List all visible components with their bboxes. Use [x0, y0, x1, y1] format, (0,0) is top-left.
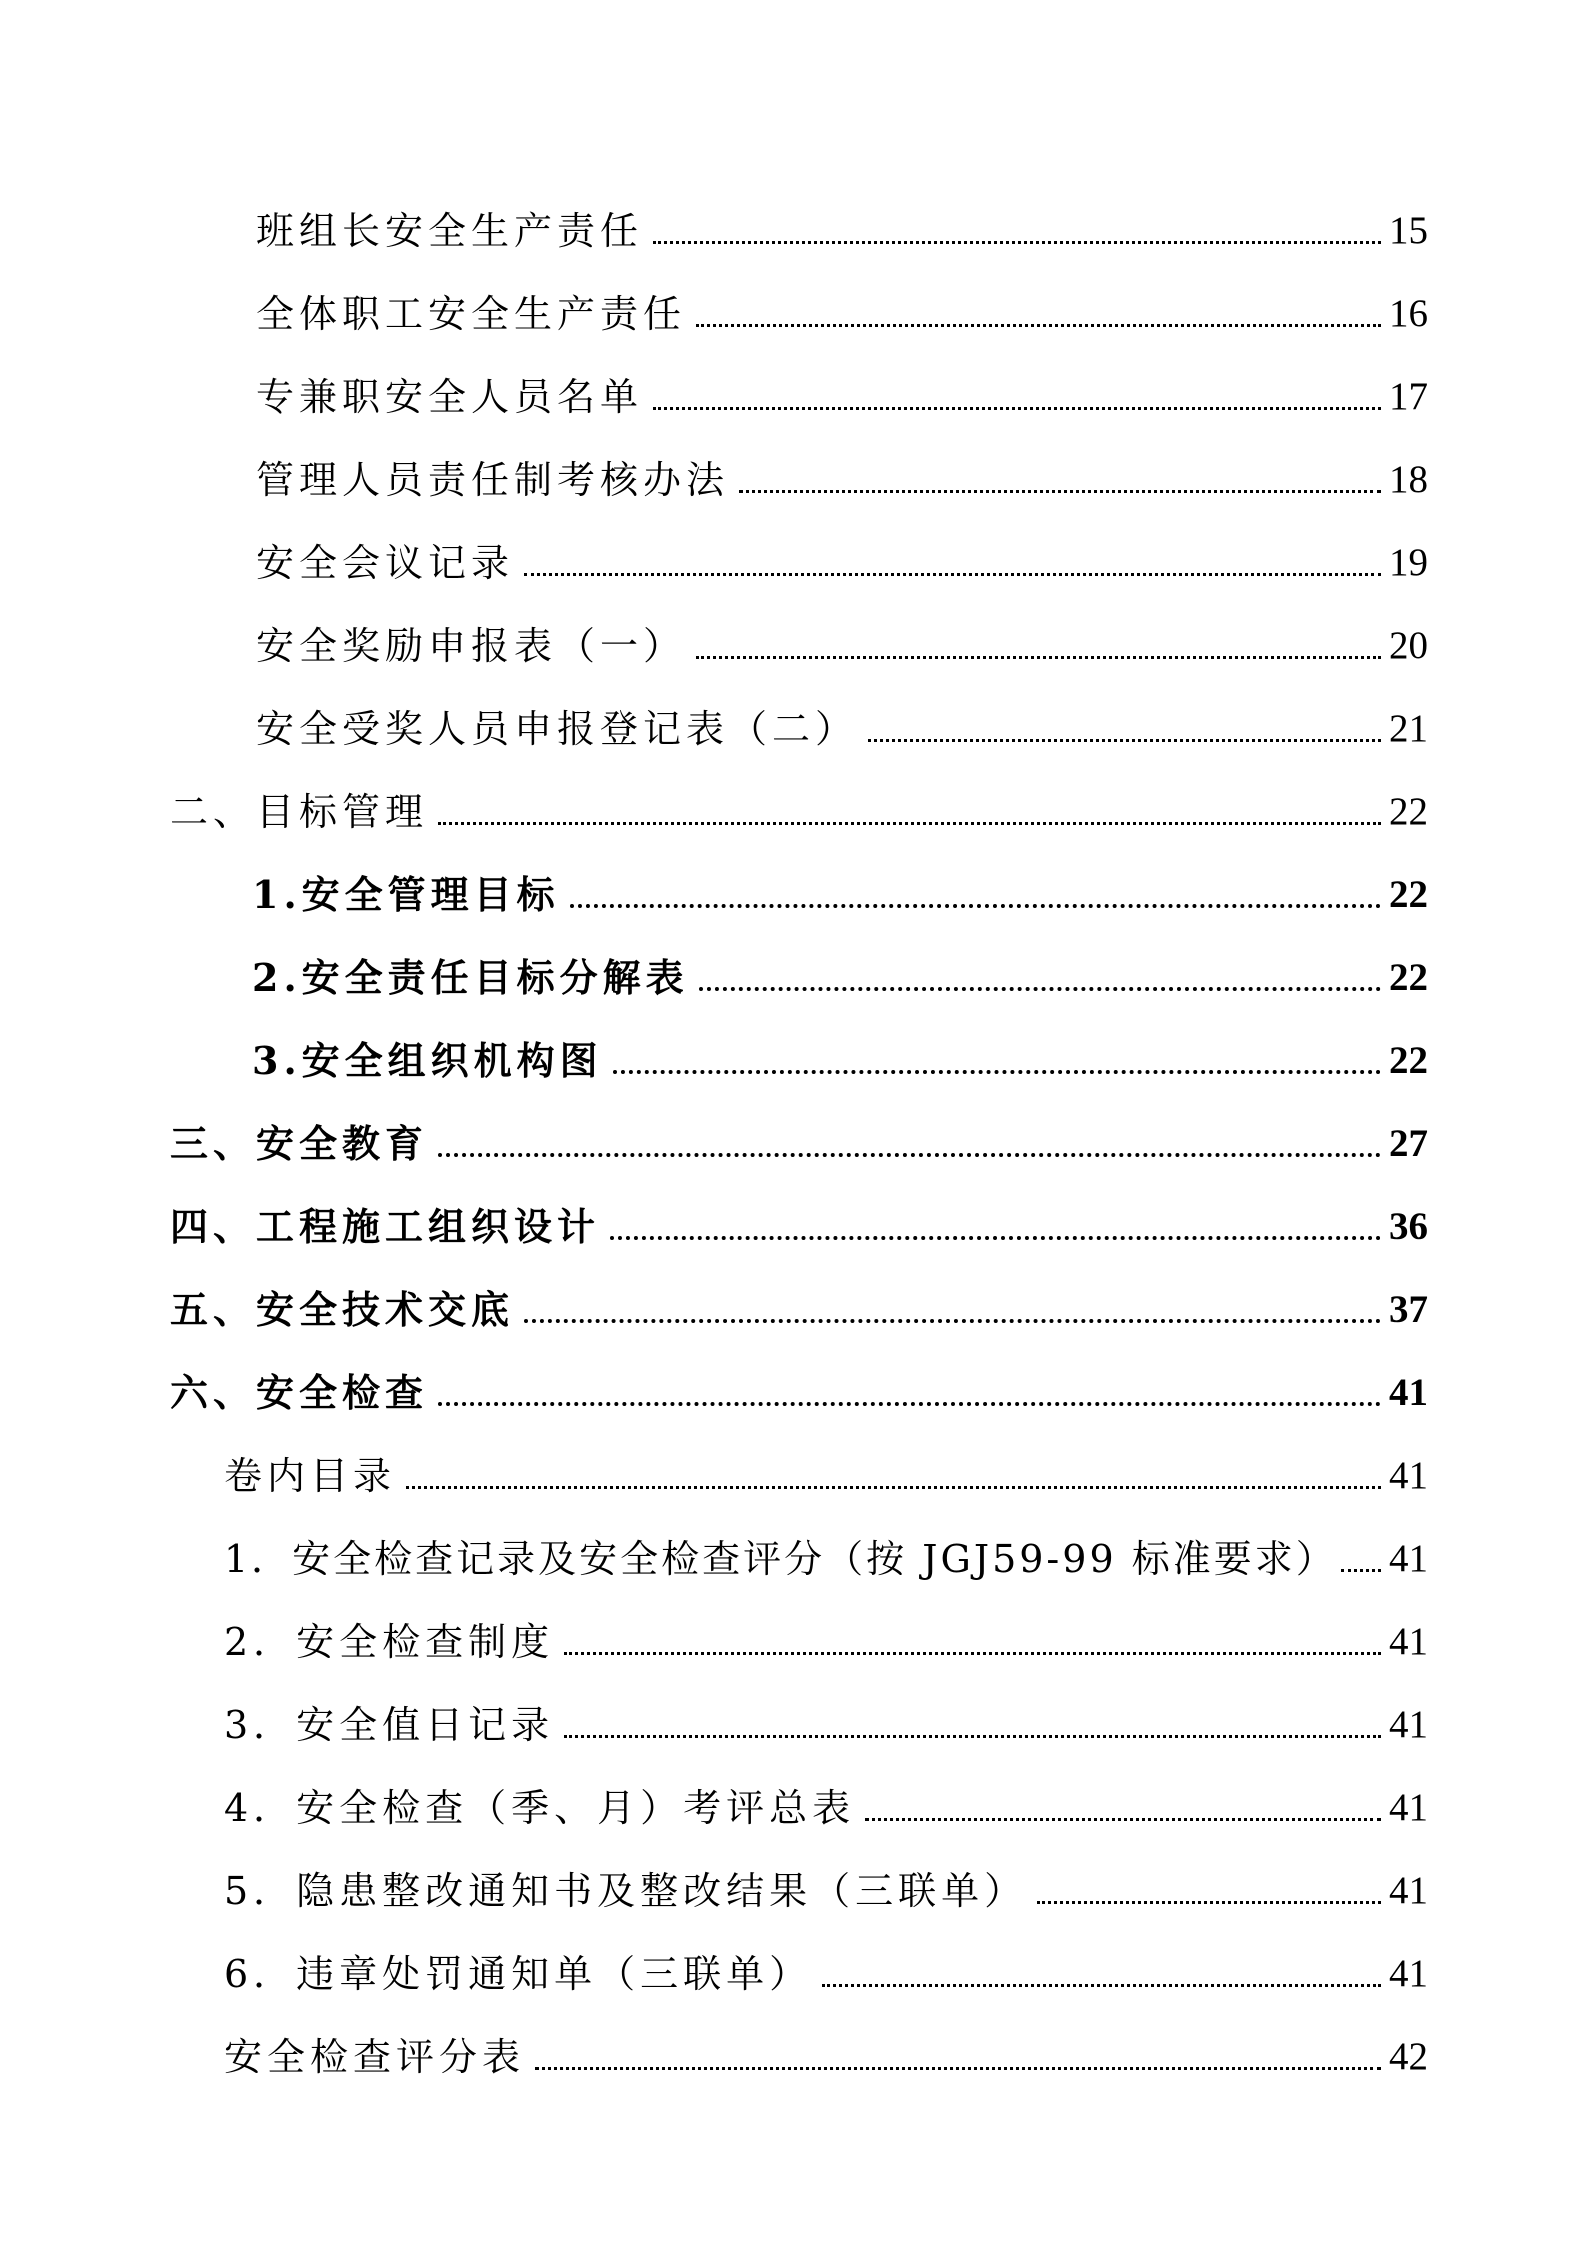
toc-dot-leader — [1037, 1901, 1381, 1904]
toc-entry-title: 安全检查评分表 — [224, 2035, 526, 2079]
toc-entry[interactable] — [256, 356, 1428, 419]
toc-entry[interactable] — [256, 605, 1428, 668]
toc-entry-title: 管理人员责任制考核办法 — [256, 458, 730, 502]
toc-entry-title: 六、安全检查 — [170, 1370, 429, 1415]
toc-entry-title: 四、工程施工组织设计 — [170, 1204, 601, 1249]
toc-entry-title: 3．安全值日记录 — [224, 1703, 555, 1747]
toc-entry[interactable] — [224, 1933, 1428, 1996]
toc-dot-leader — [868, 739, 1381, 742]
toc-entry-page: 21 — [1389, 707, 1428, 750]
toc-dot-leader — [564, 1735, 1381, 1738]
toc-entry-title: 5．隐患整改通知书及整改结果（三联单） — [224, 1869, 1028, 1913]
toc-entry-page: 36 — [1389, 1205, 1428, 1248]
toc-section-entry[interactable] — [252, 1020, 1428, 1083]
toc-section-entry[interactable] — [252, 937, 1428, 1000]
toc-entry[interactable] — [256, 273, 1428, 336]
toc-entry-title: 2．安全检查制度 — [224, 1620, 555, 1664]
toc-entry[interactable] — [224, 1850, 1428, 1913]
toc-entry-page: 22 — [1389, 873, 1428, 916]
toc-dot-leader — [438, 1402, 1381, 1406]
toc-chapter-entry[interactable] — [170, 1352, 1428, 1415]
toc-entry-title: 卷内目录 — [224, 1454, 397, 1498]
toc-chapter-entry[interactable] — [170, 771, 1428, 834]
toc-entry-page: 41 — [1389, 1371, 1428, 1414]
toc-dot-leader — [699, 987, 1381, 991]
toc-entry-page: 27 — [1389, 1122, 1428, 1165]
toc-entry-title: 安全会议记录 — [256, 541, 515, 585]
toc-entry[interactable] — [224, 1767, 1428, 1830]
toc-entry-page: 41 — [1389, 1869, 1428, 1912]
toc-entry-page: 41 — [1389, 1537, 1428, 1580]
toc-entry-page: 22 — [1389, 956, 1428, 999]
toc-entry-title: 安全受奖人员申报登记表（二） — [256, 707, 859, 751]
toc-entry[interactable] — [256, 190, 1428, 253]
toc-entry-page: 37 — [1389, 1288, 1428, 1331]
toc-dot-leader — [535, 2067, 1381, 2070]
toc-entry-page: 41 — [1389, 1703, 1428, 1746]
toc-entry[interactable] — [224, 1684, 1428, 1747]
toc-dot-leader — [570, 904, 1381, 908]
toc-dot-leader — [653, 407, 1381, 410]
toc-dot-leader — [696, 324, 1381, 327]
toc-dot-leader — [696, 656, 1381, 659]
toc-entry[interactable] — [224, 1518, 1428, 1581]
toc-dot-leader — [564, 1652, 1381, 1655]
toc-entry[interactable] — [224, 1601, 1428, 1664]
toc-entry[interactable] — [256, 522, 1428, 585]
toc-chapter-entry[interactable] — [170, 1103, 1428, 1166]
toc-chapter-entry[interactable] — [170, 1269, 1428, 1332]
toc-entry-title: 1.安全管理目标 — [252, 872, 560, 917]
toc-entry-title: 6．违章处罚通知单（三联单） — [224, 1952, 813, 1996]
toc-dot-leader — [1341, 1569, 1381, 1572]
toc-entry-title: 全体职工安全生产责任 — [256, 292, 687, 336]
toc-entry-page: 22 — [1389, 1039, 1428, 1082]
toc-entry-page: 42 — [1389, 2035, 1428, 2078]
toc-entry-page: 22 — [1389, 790, 1428, 833]
toc-entry[interactable] — [256, 439, 1428, 502]
toc-dot-leader — [613, 1070, 1381, 1074]
toc-entry-title: 安全奖励申报表（一） — [256, 624, 687, 668]
toc-entry-title: 2.安全责任目标分解表 — [252, 955, 689, 1000]
toc-entry-page: 18 — [1389, 458, 1428, 501]
toc-entry-page: 19 — [1389, 541, 1428, 584]
toc-entry[interactable] — [224, 1435, 1428, 1498]
toc-entry-title: 班组长安全生产责任 — [256, 209, 644, 253]
toc-dot-leader — [524, 573, 1381, 576]
toc-entry-page: 20 — [1389, 624, 1428, 667]
toc-entry[interactable] — [256, 688, 1428, 751]
toc-dot-leader — [438, 1153, 1381, 1157]
toc-entry-page: 16 — [1389, 292, 1428, 335]
toc-entry-page: 41 — [1389, 1620, 1428, 1663]
toc-entry-page: 17 — [1389, 375, 1428, 418]
toc-dot-leader — [438, 822, 1381, 825]
toc-chapter-entry[interactable] — [170, 1186, 1428, 1249]
toc-dot-leader — [610, 1236, 1381, 1240]
toc-entry-page: 15 — [1389, 209, 1428, 252]
toc-entry-title: 三、安全教育 — [170, 1121, 429, 1166]
toc-dot-leader — [865, 1818, 1381, 1821]
toc-entry-title: 3.安全组织机构图 — [252, 1038, 603, 1083]
toc-entry-page: 41 — [1389, 1952, 1428, 1995]
toc-dot-leader — [653, 241, 1381, 244]
toc-entry-title: 二、目标管理 — [170, 790, 429, 834]
toc-entry-title: 专兼职安全人员名单 — [256, 375, 644, 419]
toc-entry-page: 41 — [1389, 1786, 1428, 1829]
toc-entry-title: 4．安全检查（季、月）考评总表 — [224, 1786, 856, 1830]
toc-dot-leader — [822, 1984, 1381, 1987]
toc-entry-page: 41 — [1389, 1454, 1428, 1497]
toc-entry-title: 1．安全检查记录及安全检查评分（按 JGJ59-99 标准要求） — [224, 1537, 1337, 1581]
toc-dot-leader — [739, 490, 1381, 493]
toc-dot-leader — [406, 1486, 1381, 1489]
toc-entry-title: 五、安全技术交底 — [170, 1287, 515, 1332]
toc-dot-leader — [524, 1319, 1381, 1323]
toc-entry[interactable] — [224, 2016, 1428, 2079]
toc-section-entry[interactable] — [252, 854, 1428, 917]
